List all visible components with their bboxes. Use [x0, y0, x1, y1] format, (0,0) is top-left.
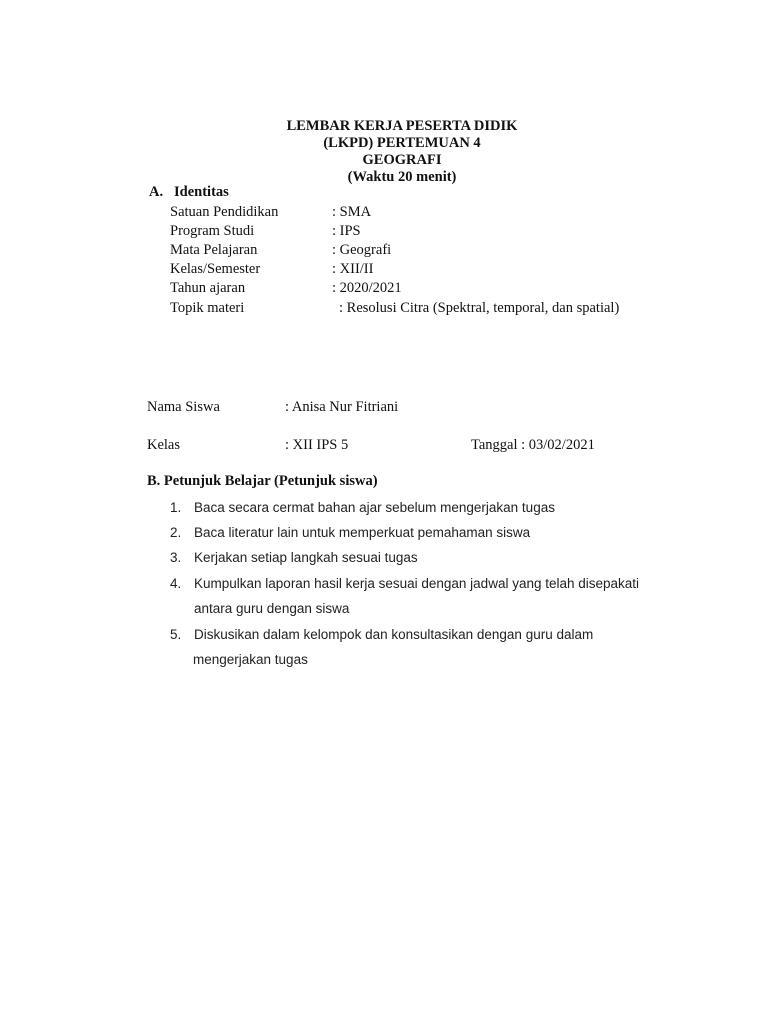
list-item-text: Baca literatur lain untuk memperkuat pemahaman siswa	[194, 525, 531, 540]
list-item-number: 4.	[170, 576, 182, 591]
identity-value: : Resolusi Citra (Spektral, temporal, dan spatial)	[339, 300, 620, 316]
section-a-heading: Identitas	[174, 184, 229, 200]
title-line-4: (Waktu 20 menit)	[347, 169, 457, 185]
list-item-continuation: mengerjakan tugas	[193, 652, 308, 667]
student-name-label: Nama Siswa	[147, 399, 220, 415]
identity-value: : XII/II	[332, 261, 374, 277]
identity-label: Kelas/Semester	[170, 261, 261, 277]
section-b-heading: B. Petunjuk Belajar (Petunjuk siswa)	[147, 473, 378, 489]
section-a-marker: A.	[149, 184, 164, 200]
identity-label: Satuan Pendidikan	[170, 204, 279, 220]
title-line-2: (LKPD) PERTEMUAN 4	[323, 135, 481, 151]
student-class-label: Kelas	[147, 437, 181, 453]
list-item-text: Kerjakan setiap langkah sesuai tugas	[194, 550, 418, 565]
identity-label: Program Studi	[170, 223, 255, 239]
identity-value: : IPS	[332, 223, 361, 239]
list-item-number: 2.	[170, 525, 182, 540]
list-item-number: 5.	[170, 627, 182, 642]
list-item-text: Baca secara cermat bahan ajar sebelum mengerjakan tugas	[194, 500, 555, 515]
list-item-number: 3.	[170, 550, 182, 565]
list-item-text: Diskusikan dalam kelompok dan konsultasikan dengan guru dalam	[194, 627, 594, 642]
list-item-continuation: antara guru dengan siswa	[194, 601, 350, 616]
student-name-value: : Anisa Nur Fitriani	[285, 399, 399, 415]
identity-value: : Geografi	[332, 242, 392, 258]
title-line-3: GEOGRAFI	[362, 152, 442, 168]
title-line-1: LEMBAR KERJA PESERTA DIDIK	[286, 118, 518, 134]
identity-value: : SMA	[332, 204, 372, 220]
identity-value: : 2020/2021	[332, 280, 402, 296]
list-item-text: Kumpulkan laporan hasil kerja sesuai dengan jadwal yang telah disepakati	[194, 576, 640, 591]
student-date: Tanggal : 03/02/2021	[471, 437, 595, 453]
list-item-number: 1.	[170, 500, 182, 515]
student-class-value: : XII IPS 5	[285, 437, 349, 453]
identity-label: Mata Pelajaran	[170, 242, 258, 258]
identity-label: Topik materi	[170, 300, 245, 316]
identity-label: Tahun ajaran	[170, 280, 246, 296]
